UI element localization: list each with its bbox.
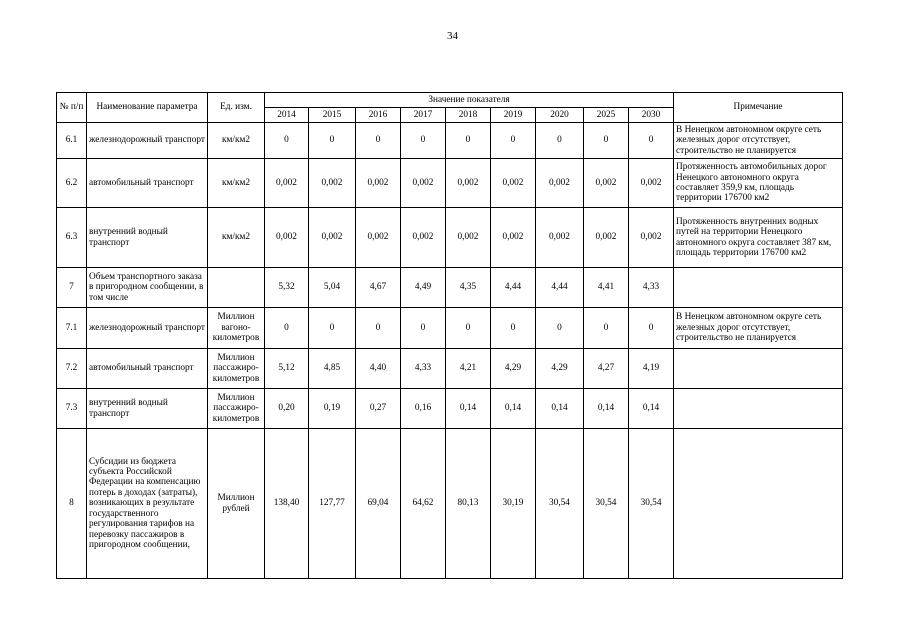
row-value: 0,002 (491, 159, 536, 208)
table-row (57, 159, 843, 208)
row-value: 0 (356, 123, 401, 159)
row-value: 0,002 (309, 208, 356, 268)
row-value: 0,002 (265, 208, 309, 268)
row-value: 0,002 (401, 208, 446, 268)
row-note (674, 429, 843, 579)
transport-indicators-table (56, 92, 843, 579)
row-value: 0 (446, 123, 491, 159)
table-row (57, 349, 843, 389)
row-value: 4,29 (491, 349, 536, 389)
row-value: 64,62 (401, 429, 446, 579)
row-value: 30,54 (629, 429, 674, 579)
row-note: В Ненецком автономном округе сеть железных дорог отсутствует, строительство не планируется (674, 308, 843, 349)
page-number: 34 (447, 30, 458, 42)
header-num: № п/п (57, 93, 87, 123)
row-value: 0,002 (309, 159, 356, 208)
table-row (57, 389, 843, 429)
row-value: 0,16 (401, 389, 446, 429)
row-num: 6.3 (57, 208, 87, 268)
row-value: 4,33 (629, 268, 674, 308)
row-value: 80,13 (446, 429, 491, 579)
row-value: 4,67 (356, 268, 401, 308)
row-value: 0 (536, 308, 584, 349)
row-unit: км/км2 (208, 208, 265, 268)
row-note (674, 349, 843, 389)
row-value: 0,002 (356, 208, 401, 268)
row-name: железнодорожный транспорт (87, 308, 208, 349)
row-value: 0 (356, 308, 401, 349)
row-value: 0 (401, 123, 446, 159)
row-unit: км/км2 (208, 123, 265, 159)
header-year: 2016 (356, 108, 401, 123)
row-name: железнодорожный транспорт (87, 123, 208, 159)
row-note: В Ненецком автономном округе сеть железных дорог отсутствует, строительство не планируется (674, 123, 843, 159)
row-unit: км/км2 (208, 159, 265, 208)
row-value: 0,002 (629, 159, 674, 208)
header-note: Примечание (674, 93, 843, 123)
row-num: 8 (57, 429, 87, 579)
header-year: 2014 (265, 108, 309, 123)
row-num: 7 (57, 268, 87, 308)
header-year: 2019 (491, 108, 536, 123)
row-unit: Миллион вагоно-километров (208, 308, 265, 349)
row-value: 0,002 (536, 159, 584, 208)
row-name: автомобильный транспорт (87, 159, 208, 208)
row-name: внутренний водный транспорт (87, 208, 208, 268)
row-num: 6.2 (57, 159, 87, 208)
header-row-top (57, 93, 843, 108)
row-value: 0 (401, 308, 446, 349)
row-value: 5,12 (265, 349, 309, 389)
row-value: 4,44 (536, 268, 584, 308)
row-value: 0 (309, 308, 356, 349)
header-year: 2017 (401, 108, 446, 123)
row-note (674, 389, 843, 429)
row-value: 0,002 (265, 159, 309, 208)
table-row (57, 308, 843, 349)
header-year: 2018 (446, 108, 491, 123)
row-value: 0 (265, 123, 309, 159)
table-row (57, 429, 843, 579)
row-value: 0 (584, 308, 629, 349)
row-value: 0,14 (491, 389, 536, 429)
row-value: 4,40 (356, 349, 401, 389)
row-value: 0 (584, 123, 629, 159)
row-value: 0,002 (356, 159, 401, 208)
row-value: 4,29 (536, 349, 584, 389)
row-value: 0,002 (629, 208, 674, 268)
row-unit: Миллион пассажиро-километров (208, 349, 265, 389)
row-value: 0 (309, 123, 356, 159)
row-value: 4,33 (401, 349, 446, 389)
row-num: 7.2 (57, 349, 87, 389)
row-value: 4,49 (401, 268, 446, 308)
row-value: 5,32 (265, 268, 309, 308)
row-note (674, 268, 843, 308)
row-name: внутренний водный транспорт (87, 389, 208, 429)
row-value: 0 (491, 123, 536, 159)
row-value: 0,19 (309, 389, 356, 429)
row-value: 5,04 (309, 268, 356, 308)
row-value: 69,04 (356, 429, 401, 579)
header-unit: Ед. изм. (208, 93, 265, 123)
row-value: 0 (629, 308, 674, 349)
row-value: 4,27 (584, 349, 629, 389)
table-row (57, 208, 843, 268)
row-value: 0,27 (356, 389, 401, 429)
row-value: 4,44 (491, 268, 536, 308)
row-value: 0,002 (401, 159, 446, 208)
row-value: 0 (265, 308, 309, 349)
row-value: 4,41 (584, 268, 629, 308)
row-value: 4,21 (446, 349, 491, 389)
row-value: 0,002 (446, 208, 491, 268)
row-value: 0,14 (584, 389, 629, 429)
row-value: 0,14 (446, 389, 491, 429)
row-num: 7.1 (57, 308, 87, 349)
row-value: 0,002 (584, 208, 629, 268)
row-unit: Миллион пассажиро-километров (208, 389, 265, 429)
row-num: 6.1 (57, 123, 87, 159)
row-name: автомобильный транспорт (87, 349, 208, 389)
row-note: Протяженность автомобильных дорог Ненецкого автономного округа составляет 359,9 км, площадь территории 176700 км2 (674, 159, 843, 208)
row-name: Объем транспортного заказа в пригородном сообщении, в том числе (87, 268, 208, 308)
row-value: 0,002 (584, 159, 629, 208)
row-value: 4,19 (629, 349, 674, 389)
row-value: 0,14 (629, 389, 674, 429)
header-value-group: Значение показателя (265, 93, 674, 108)
header-name: Наименование параметра (87, 93, 208, 123)
row-value: 4,35 (446, 268, 491, 308)
row-value: 127,77 (309, 429, 356, 579)
table-row (57, 123, 843, 159)
row-value: 0,002 (536, 208, 584, 268)
header-year: 2030 (629, 108, 674, 123)
header-year: 2025 (584, 108, 629, 123)
table-row (57, 268, 843, 308)
row-value: 0,002 (446, 159, 491, 208)
row-value: 30,54 (536, 429, 584, 579)
row-value: 30,19 (491, 429, 536, 579)
row-value: 4,85 (309, 349, 356, 389)
row-value: 0 (536, 123, 584, 159)
header-year: 2020 (536, 108, 584, 123)
row-note: Протяженность внутренних водных путей на территории Ненецкого автономного округа составляет 387 км, площадь территории 176700 км2 (674, 208, 843, 268)
row-value: 30,54 (584, 429, 629, 579)
header-year: 2015 (309, 108, 356, 123)
row-value: 0,20 (265, 389, 309, 429)
row-value: 0 (629, 123, 674, 159)
row-value: 0 (446, 308, 491, 349)
row-value: 0 (491, 308, 536, 349)
row-value: 138,40 (265, 429, 309, 579)
row-value: 0,002 (491, 208, 536, 268)
row-value: 0,14 (536, 389, 584, 429)
row-unit: Миллион рублей (208, 429, 265, 579)
row-unit (208, 268, 265, 308)
row-name: Субсидии из бюджета субъекта Российской Федерации на компенсацию потерь в доходах (затраты), возникающих в результате государственного регулирования тарифов на перевозку пассажиров в пригородном сообщении, (87, 429, 208, 579)
row-num: 7.3 (57, 389, 87, 429)
